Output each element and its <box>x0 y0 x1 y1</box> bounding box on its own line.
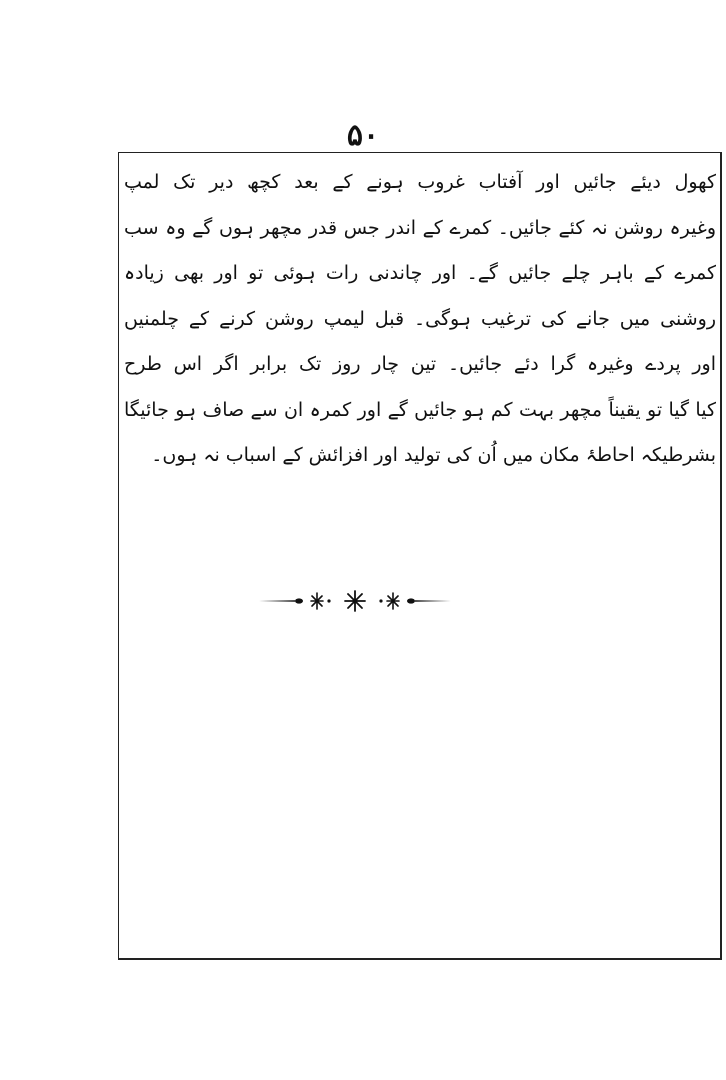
text-line: وغیرہ روشن نہ کئے جائیں۔ کمرے کے اندر جس قدر مچھر ہوں گے وہ سب <box>124 216 716 239</box>
text-line: بشرطیکہ احاطۂ مکان میں اُن کی تولید اور افزائش کے اسباب نہ ہوں۔ <box>151 444 716 466</box>
text-line: اور پردے وغیرہ گرا دئے جائیں۔ تین چار روز تک برابر اگر اس طرح <box>124 353 716 375</box>
page-number: ۵۰ <box>346 118 380 153</box>
body-text <box>124 160 716 479</box>
text-line: روشنی میں جانے کی ترغیب ہوگی۔ قبل لیمپ روشن کرنے کے چلمنیں <box>124 307 716 330</box>
text-line: کیا گیا تو یقیناً مچھر بہت کم ہو جائیں گے اور کمرہ ان سے صاف ہو جائیگا <box>124 398 716 421</box>
text-line: کھول دیئے جائیں اور آفتاب غروب ہونے کے بعد کچھ دیر تک لمپ <box>124 171 716 193</box>
text-line: کمرے کے باہر چلے جائیں گے۔ اور چاندنی رات ہوئی تو اور بھی زیادہ <box>124 262 716 284</box>
decorative-flourish-icon <box>255 585 455 617</box>
